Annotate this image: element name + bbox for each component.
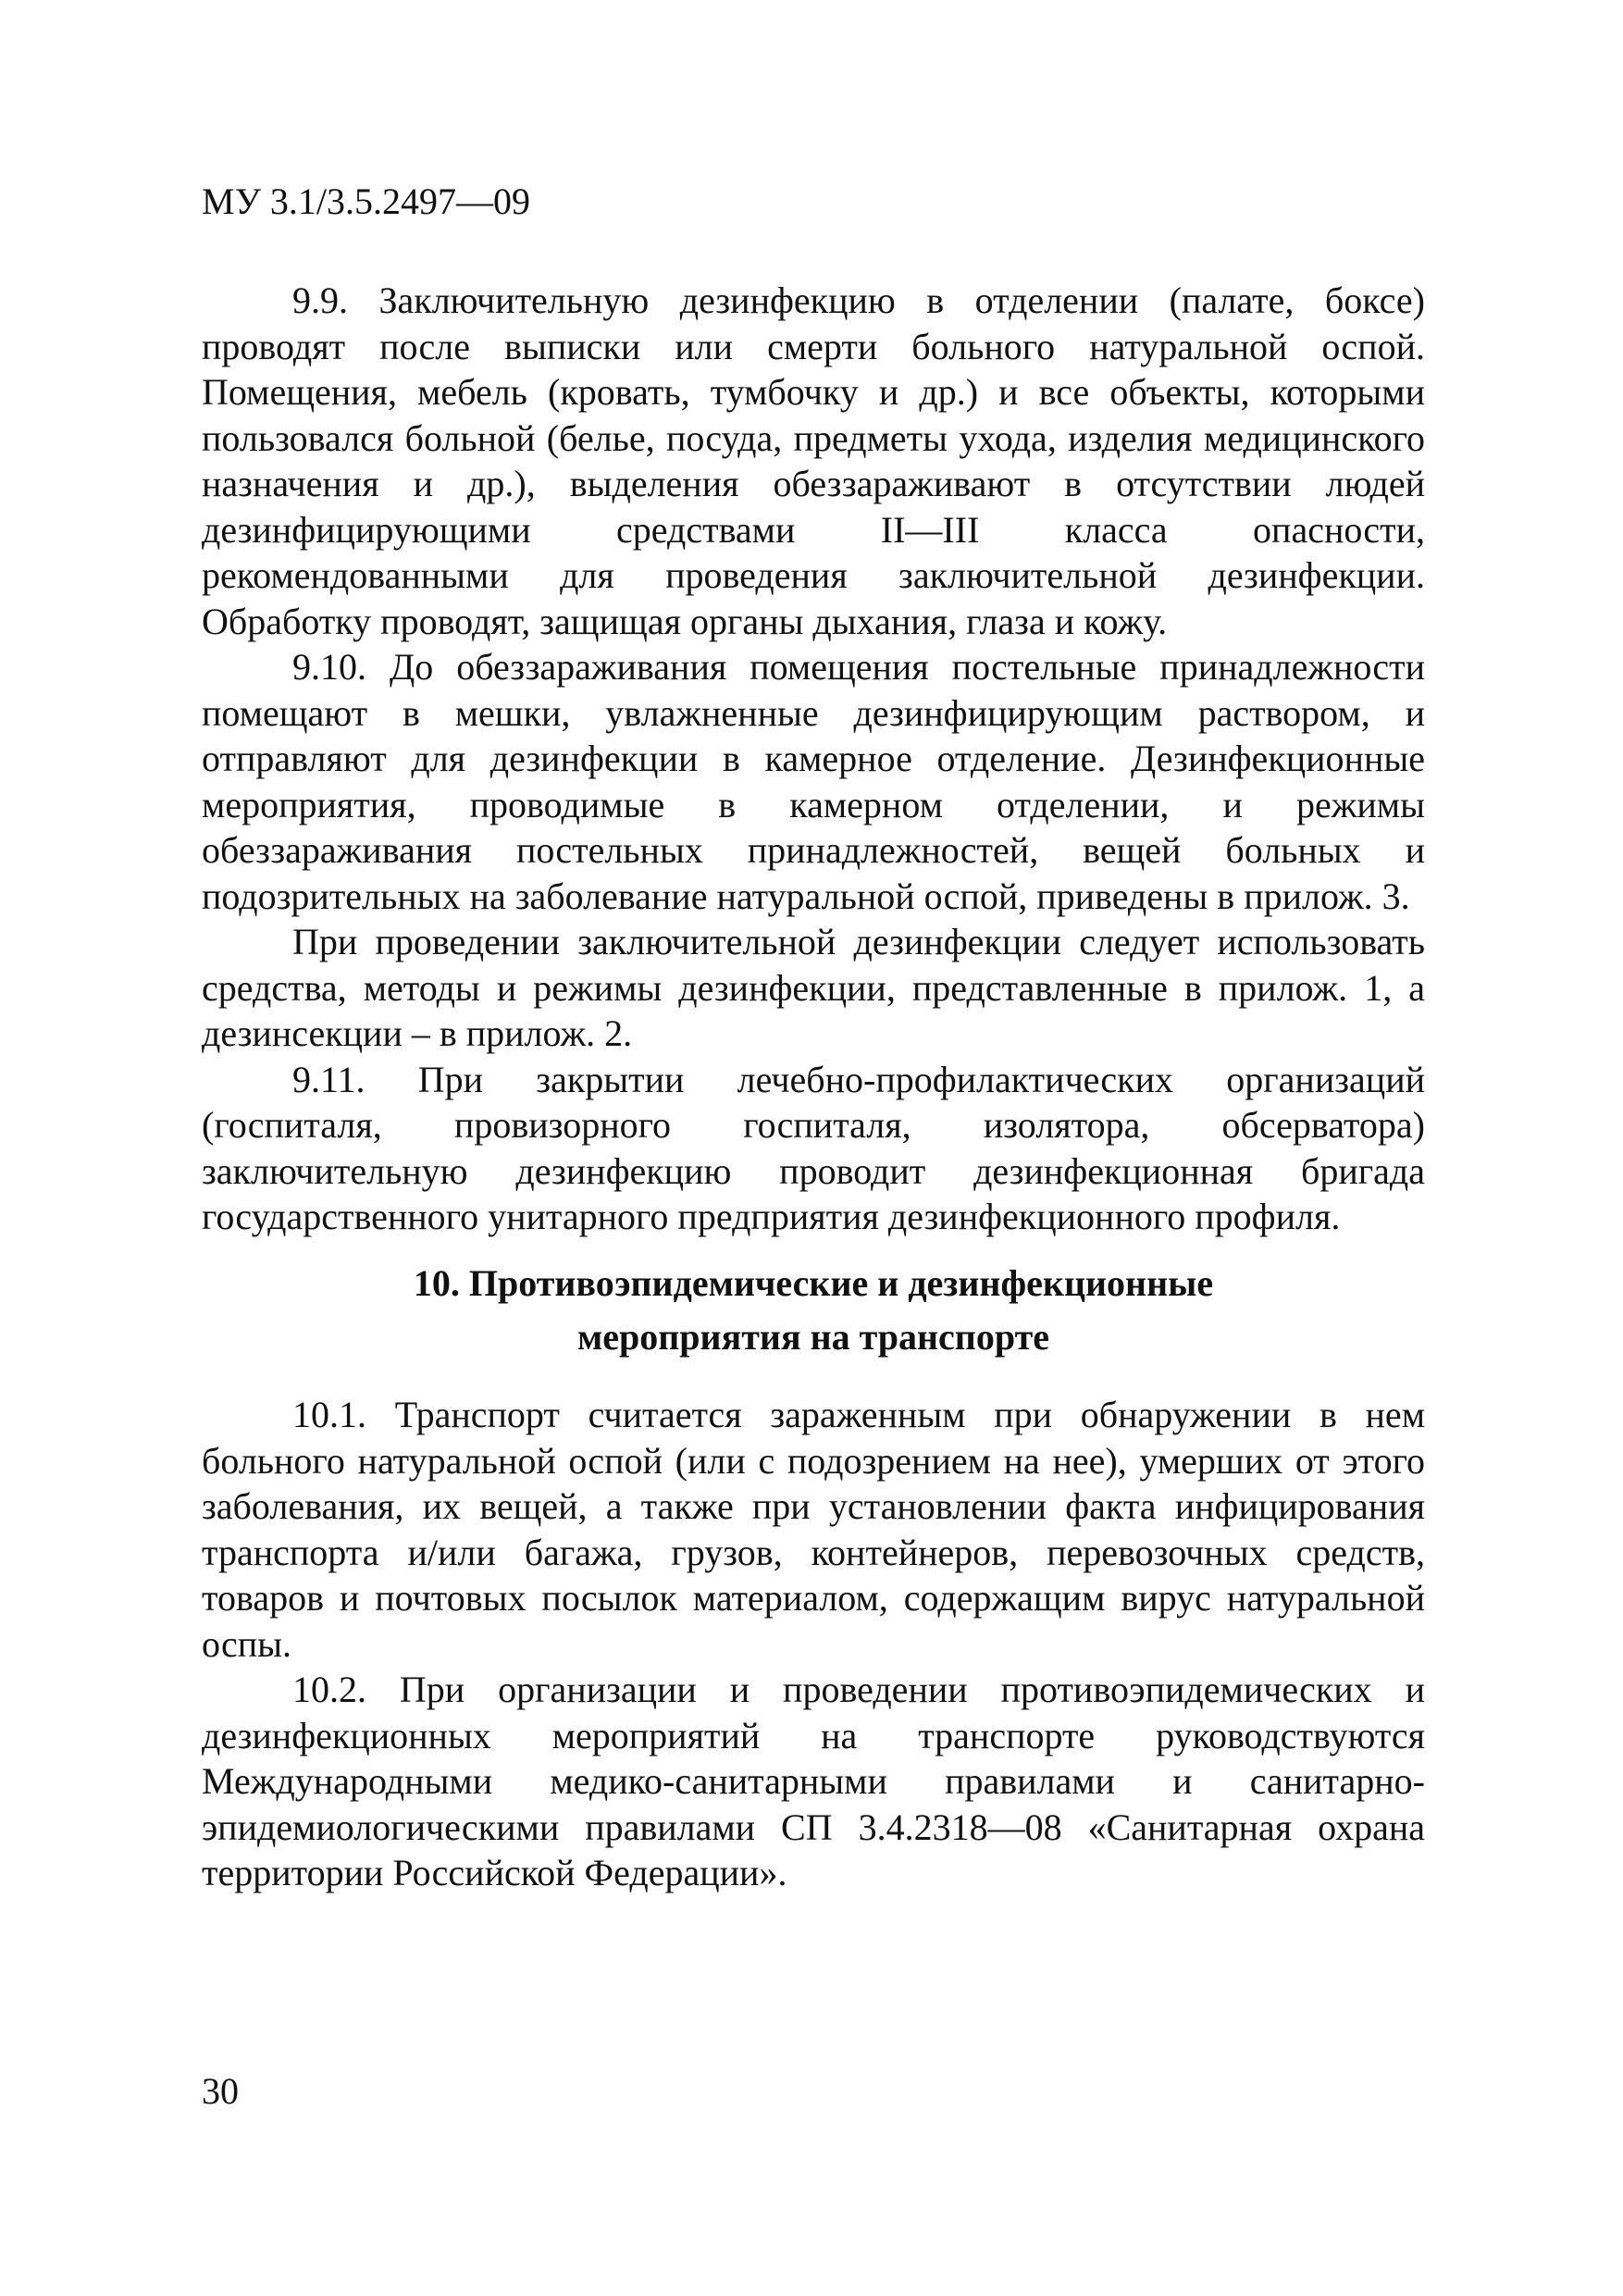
section-10-heading-line1: 10. Противоэпидемические и дезинфекционные: [413, 1262, 1214, 1304]
page-number: 30: [202, 2070, 239, 2112]
paragraph-9-10: 9.10. До обеззараживания помещения постельные принадлежности помещают в мешки, увлажненные дезинфицирующим раствором, и отправляют для дезинфекции в камерное отделение. Дезинфекционные мероприятия, проводимые в камерном отделении, и режимы обеззараживания постельных принадлежностей, вещей больных и подозрительных на заболевание натуральной оспой, приведены в прилож. 3.: [202, 646, 1425, 917]
section-10-heading: [202, 1257, 1425, 1364]
section-10-body: [202, 1392, 1425, 1896]
paragraph-10-2: 10.2. При организации и проведении противоэпидемических и дезинфекционных мероприятий на транспорте руководствуются Международными медико-санитарными правилами и санитарно-эпидемиологическими правилами СП 3.4.2318—08 «Санитарная охрана территории Российской Федерации».: [202, 1669, 1425, 1893]
page-header: МУ 3.1/3.5.2497—09: [202, 180, 530, 222]
paragraph-final-disinfection: При проведении заключительной дезинфекции следует использовать средства, методы и режимы дезинфекции, представленные в прилож. 1, а дезинсекции – в прилож. 2.: [202, 921, 1425, 1054]
section-10-heading-line2: мероприятия на транспорте: [577, 1316, 1049, 1358]
paragraph-9-11: 9.11. При закрытии лечебно-профилактических организаций (госпиталя, провизорного госпиталя, изолятора, обсерватора) заключительную дезинфекцию проводит дезинфекционная бригада государственного унитарного предприятия дезинфекционного профиля.: [202, 1058, 1425, 1237]
paragraph-9-9: 9.9. Заключительную дезинфекцию в отделении (палате, боксе) проводят после выписки или смерти больного натуральной оспой. Помещения, мебель (кровать, тумбочку и др.) и все объекты, которыми пользовался больной (белье, посуда, предметы ухода, изделия медицинского назначения и др.), выделения обеззараживают в отсутствии людей дезинфицирующими средствами II—III класса опасности, рекомендованными для проведения заключительной дезинфекции. Обработку проводят, защищая органы дыхания, глаза и кожу.: [202, 279, 1425, 642]
section-9-body: [202, 278, 1425, 1240]
paragraph-10-1: 10.1. Транспорт считается зараженным при обнаружении в нем больного натуральной оспой (или с подозрением на нее), умерших от этого заболевания, их вещей, а также при установлении факта инфицирования транспорта и/или багажа, грузов, контейнеров, перевозочных средств, товаров и почтовых посылок материалом, содержащим вирус натуральной оспы.: [202, 1394, 1425, 1665]
